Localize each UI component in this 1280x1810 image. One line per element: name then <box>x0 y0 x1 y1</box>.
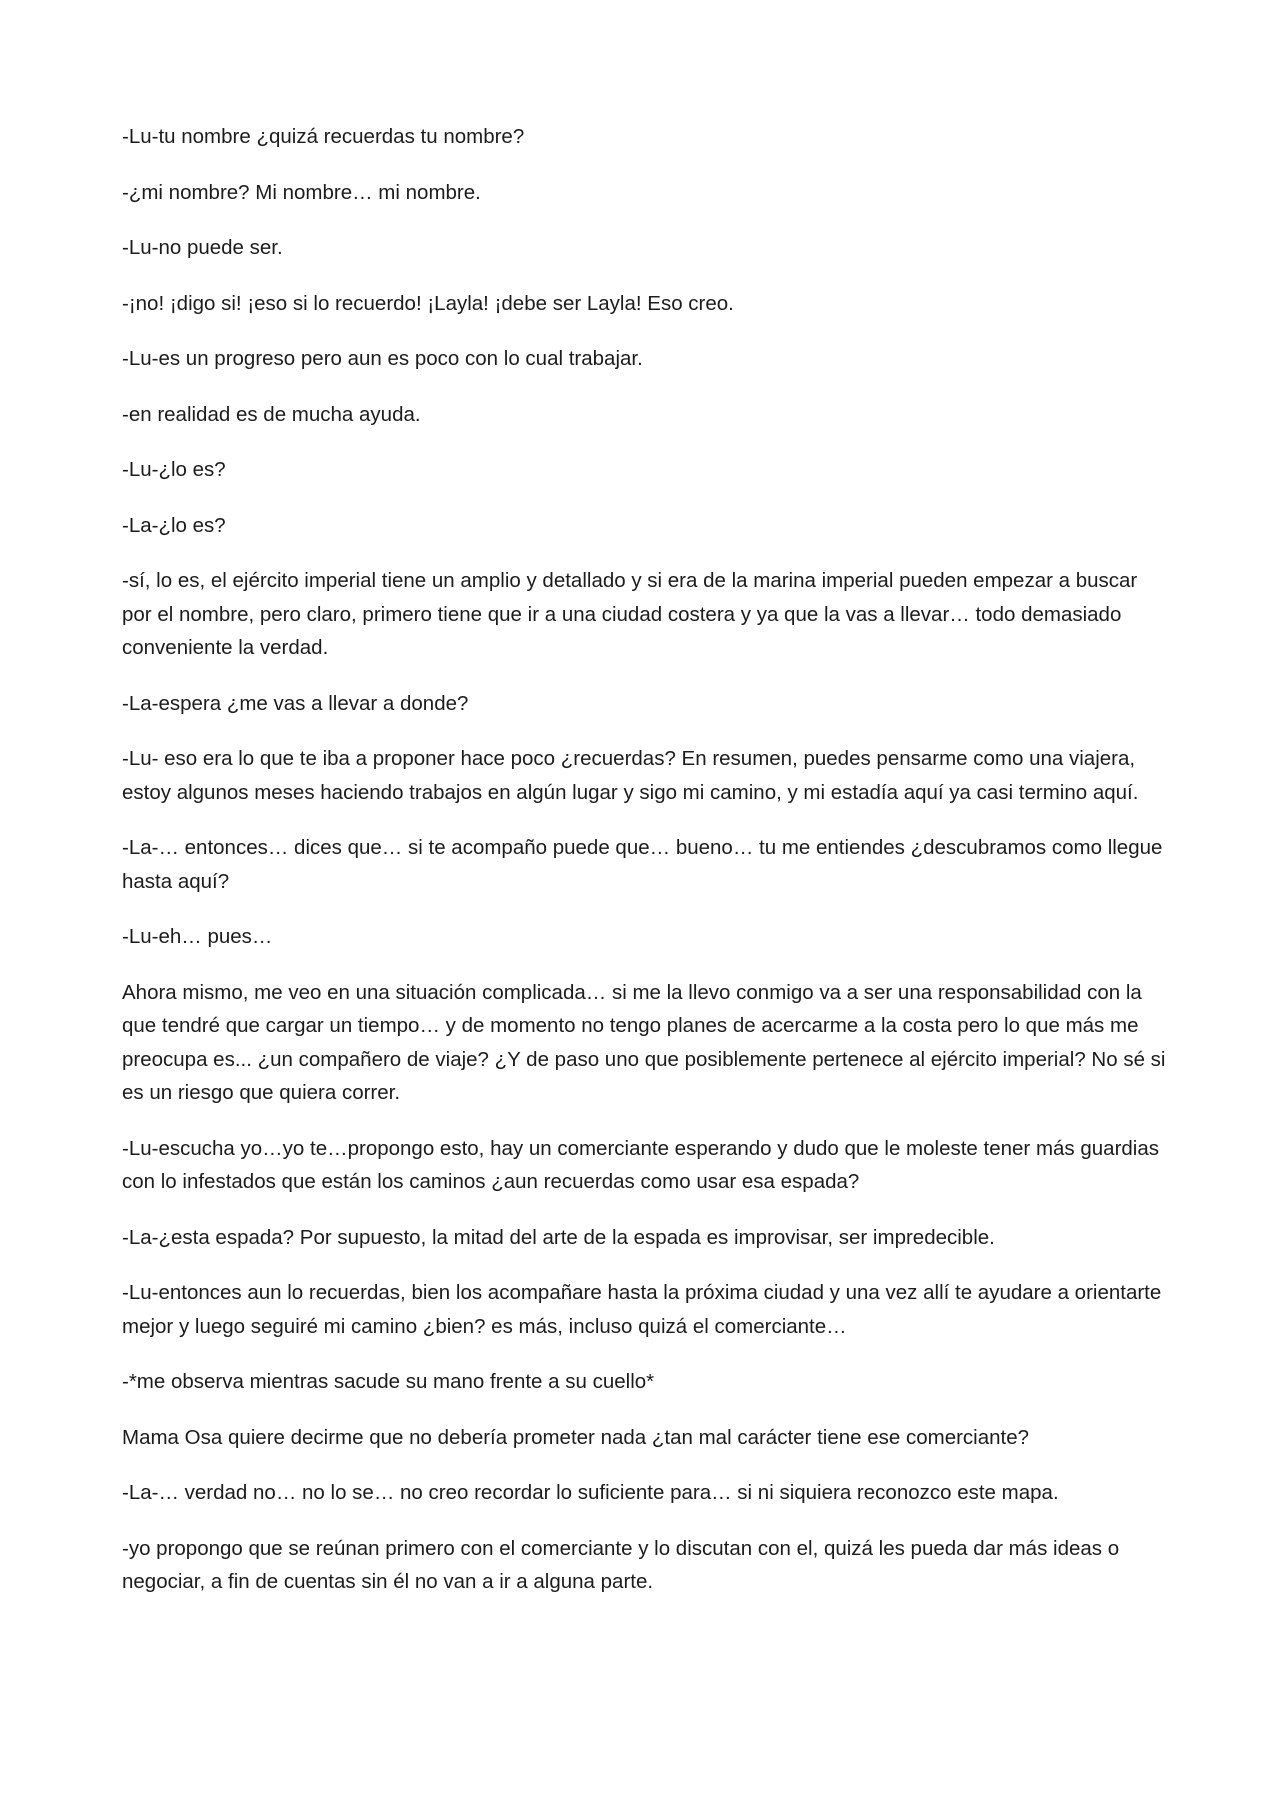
paragraph: -en realidad es de mucha ayuda. <box>122 402 421 426</box>
paragraph: -yo propongo que se reúnan primero con el comerciante y lo discutan con el, quizá les pueda dar más ideas o negociar, a fin de cuentas sin él no van a ir a alguna parte. <box>122 1536 1120 1593</box>
paragraph: -La-… entonces… dices que… si te acompaño puede que… bueno… tu me entiendes ¿descubramos como llegue hasta aquí? <box>122 836 1163 893</box>
paragraph: -La-¿lo es? <box>122 513 226 537</box>
paragraph: -Lu-tu nombre ¿quizá recuerdas tu nombre? <box>122 125 525 148</box>
paragraph: -La-… verdad no… no lo se… no creo recordar lo suficiente para… si ni siquiera reconozco este mapa. <box>122 1481 1059 1504</box>
paragraph: -Lu-escucha yo…yo te…propongo esto, hay un comerciante esperando y dudo que le moleste tener más guardias con lo infestados que están los caminos ¿aun recuerdas como usar esa espada? <box>122 1136 1160 1193</box>
paragraph: -Lu- eso era lo que te iba a proponer hace poco ¿recuerdas? En resumen, puedes pensarme como una viajera, estoy algunos meses haciendo trabajos en algún lugar y sigo mi camino, y mi estadía aquí ya casi termino aquí. <box>122 747 1139 804</box>
paragraph: -*me observa mientras sacude su mano frente a su cuello* <box>122 1370 655 1393</box>
paragraph: -Lu-eh… pues… <box>122 925 273 948</box>
paragraph: -Lu-es un progreso pero aun es poco con lo cual trabajar. <box>122 347 643 370</box>
paragraph: Mama Osa quiere decirme que no debería prometer nada ¿tan mal carácter tiene ese comerciante? <box>122 1425 1030 1449</box>
paragraph: -¡no! ¡digo si! ¡eso si lo recuerdo! ¡Layla! ¡debe ser Layla! Eso creo. <box>122 291 734 315</box>
paragraph: Ahora mismo, me veo en una situación complicada… si me la llevo conmigo va a ser una responsabilidad con la que tendré que cargar un tiempo… y de momento no tengo planes de acercarme a la costa pero lo que más me preocupa es... ¿un compañero de viaje? ¿Y de paso uno que posiblemente pertenece al ejército imperial? No sé si es un riesgo que quiera correr. <box>122 980 1166 1104</box>
paragraph: -Lu-¿lo es? <box>122 458 226 481</box>
paragraph: -La-¿esta espada? Por supuesto, la mitad del arte de la espada es improvisar, ser impredecible. <box>122 1225 995 1249</box>
paragraph: -La-espera ¿me vas a llevar a donde? <box>122 691 469 715</box>
document-body <box>122 120 1167 1621</box>
paragraph: -sí, lo es, el ejército imperial tiene un amplio y detallado y si era de la marina imperial pueden empezar a buscar por el nombre, pero claro, primero tiene que ir a una ciudad costera y ya que la vas a llevar… todo demasiado conveniente la verdad. <box>122 569 1138 659</box>
paragraph: -Lu-no puede ser. <box>122 236 283 259</box>
paragraph: -Lu-entonces aun lo recuerdas, bien los acompañare hasta la próxima ciudad y una vez allí te ayudare a orientarte mejor y luego seguiré mi camino ¿bien? es más, incluso quizá el comerciante… <box>122 1281 1162 1338</box>
paragraph: -¿mi nombre? Mi nombre… mi nombre. <box>122 180 481 204</box>
